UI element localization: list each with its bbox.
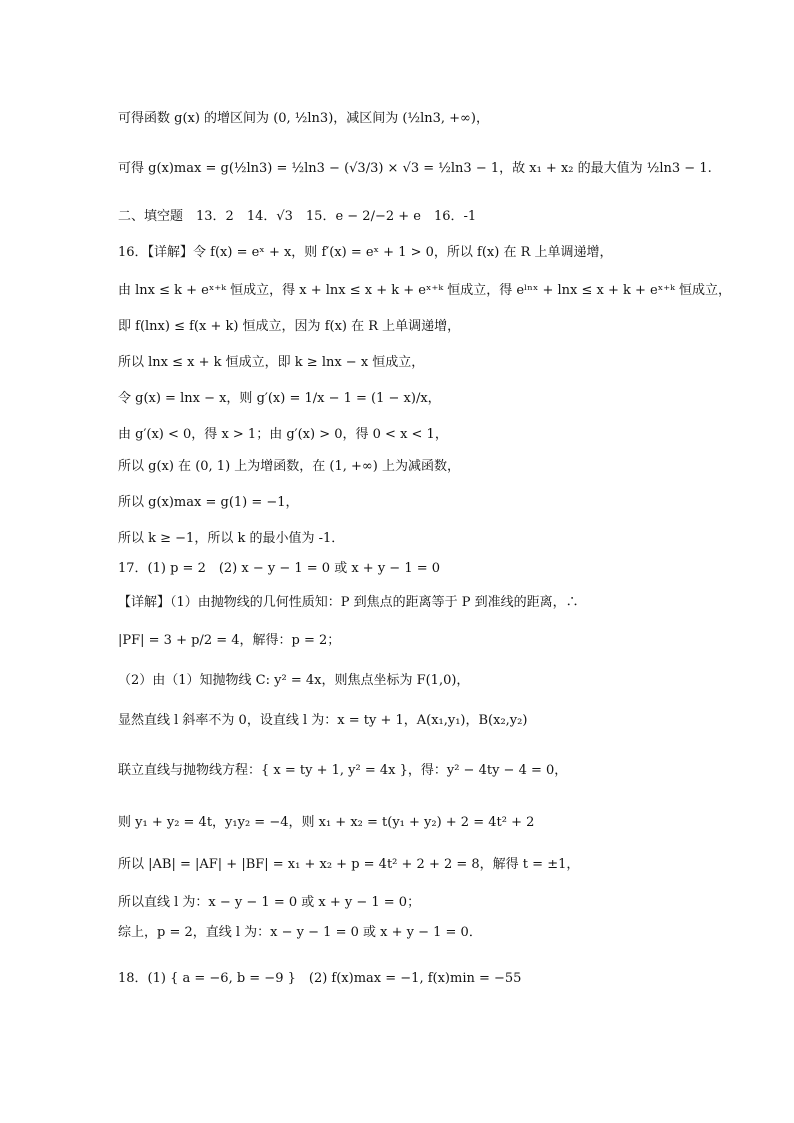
text-line: 所以 k ≥ −1，所以 k 的最小值为 -1．: [118, 531, 345, 546]
text-line: 显然直线 l 斜率不为 0，设直线 l 为：x = ty + 1，A(x₁,y₁)，B(x₂,y₂): [118, 713, 528, 728]
text-line: 令 g(x) = lnx − x，则 g′(x) = 1/x − 1 = (1 − x)/x，: [118, 391, 441, 406]
text-line: 则 y₁ + y₂ = 4t，y₁y₂ = −4，则 x₁ + x₂ = t(y₁ + y₂) + 2 = 4t² + 2: [118, 815, 535, 830]
text-line: 即 f(lnx) ≤ f(x + k) 恒成立，因为 f(x) 在 R 上单调递增，: [118, 319, 461, 334]
text-line: 由 lnx ≤ k + eˣ⁺ᵏ 恒成立，得 x + lnx ≤ x + k + eˣ⁺ᵏ 恒成立，得 eˡⁿˣ + lnx ≤ x + k + eˣ⁺ᵏ 恒成立，: [118, 283, 731, 298]
text-line: 18．(1) { a = −6, b = −9 } (2) f(x)max = −1, f(x)min = −55: [118, 971, 522, 986]
text-line: 所以 |AB| = |AF| + |BF| = x₁ + x₂ + p = 4t² + 2 + 2 = 8，解得 t = ±1，: [118, 857, 580, 872]
text-line: 所以 lnx ≤ x + k 恒成立，即 k ≥ lnx − x 恒成立，: [118, 355, 425, 370]
text-line: 16．【详解】令 f(x) = eˣ + x，则 f′(x) = eˣ + 1 > 0，所以 f(x) 在 R 上单调递增，: [118, 245, 613, 260]
text-line: 17．(1) p = 2 (2) x − y − 1 = 0 或 x + y − 1 = 0: [118, 561, 441, 576]
text-line: 由 g′(x) < 0，得 x > 1；由 g′(x) > 0，得 0 < x < 1，: [118, 427, 448, 442]
text-line: 可得函数 g(x) 的增区间为 (0, ½ln3)，减区间为 (½ln3, +∞)，: [118, 111, 489, 126]
text-line: 二、填空题 13．2 14．√3 15．e − 2/−2 + e 16．-1: [118, 209, 477, 224]
text-line: 所以 g(x)max = g(1) = −1，: [118, 495, 299, 510]
text-line: |PF| = 3 + p/2 = 4，解得：p = 2；: [118, 633, 341, 648]
text-line: （2）由（1）知抛物线 C: y² = 4x，则焦点坐标为 F(1,0)，: [118, 673, 470, 688]
text-line: 【详解】（1）由抛物线的几何性质知：P 到焦点的距离等于 P 到准线的距离，∴: [118, 595, 579, 610]
text-line: 联立直线与抛物线方程：{ x = ty + 1, y² = 4x }，得：y² − 4ty − 4 = 0，: [118, 763, 568, 778]
text-line: 可得 g(x)max = g(½ln3) = ½ln3 − (√3/3) × √3 = ½ln3 − 1，故 x₁ + x₂ 的最大值为 ½ln3 − 1.: [118, 161, 712, 176]
text-line: 综上，p = 2，直线 l 为：x − y − 1 = 0 或 x + y − 1 = 0．: [118, 925, 482, 940]
text-line: 所以 g(x) 在 (0, 1) 上为增函数，在 (1, +∞) 上为减函数，: [118, 459, 460, 474]
text-line: 所以直线 l 为：x − y − 1 = 0 或 x + y − 1 = 0；: [118, 895, 421, 910]
